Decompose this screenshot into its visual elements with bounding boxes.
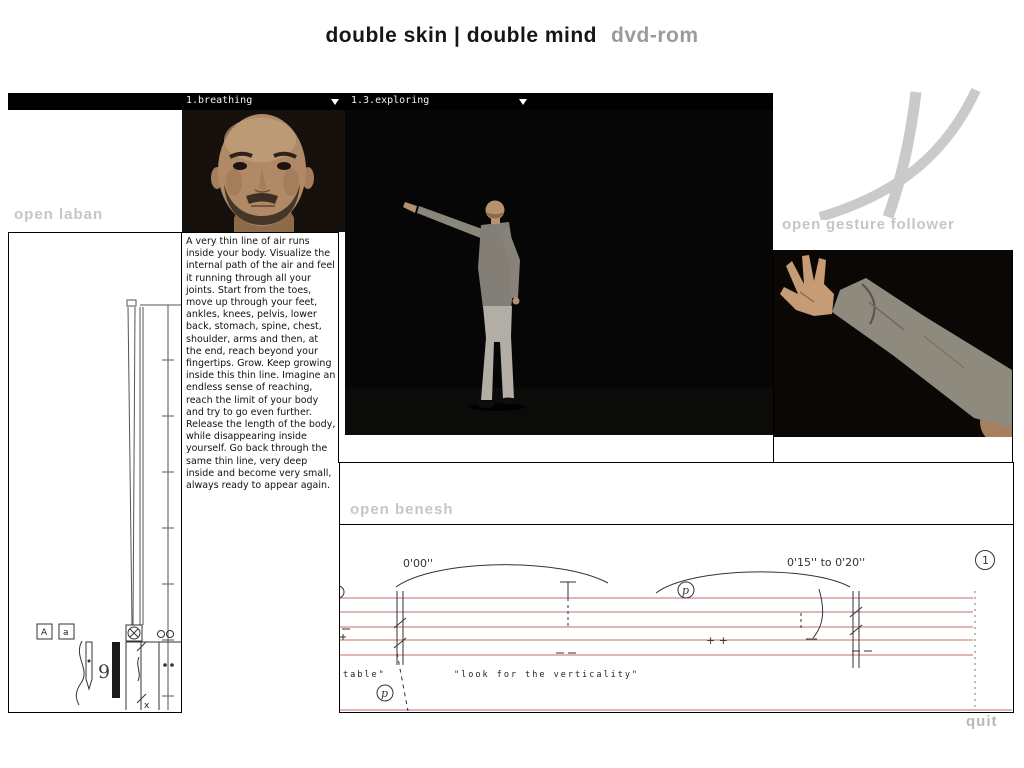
laban-score-panel [8,232,182,713]
benesh-dynamic-p-top: p [682,584,690,597]
benesh-plus-marks: + + [706,634,728,647]
benesh-score-panel [340,525,1013,712]
breathing-dropdown-arrow-icon[interactable] [331,99,339,105]
video-header-bar [8,93,773,110]
title-suffix: dvd-rom [611,24,699,47]
open-laban-button[interactable]: open laban [14,206,104,223]
breathing-dropdown[interactable]: 1.breathing [186,95,253,106]
open-benesh-button[interactable]: open benesh [350,501,454,518]
laban-x-mark: x [144,701,150,711]
face-video-frame [182,110,345,232]
benesh-caption-table: table" [343,670,386,680]
benesh-dynamic-p-bottom: p [381,687,389,700]
arm-video[interactable] [774,250,1012,437]
gesture-follower-panel [773,250,1013,463]
open-gesture-follower-button[interactable]: open gesture follower [782,216,955,233]
laban-symbol-a: a [63,628,69,638]
laban-symbol-A: A [41,628,48,638]
performance-video-frame [345,110,773,435]
laban-notation [9,233,181,712]
exercise-instructions-text: A very thin line of air runs inside your body. Visualize the internal path of the air and feel it running through all your joints. Start from the toes, move up through your feet, ankles, knees, pelvis, lower back, stomach, spine, chest, shoulder, arms and then, at the end, reach beyond your fingertips. Grow. Keep growing inside this thin line. Imagine an endless sense of reaching, reach the limit of your body and try to go even further. Release the length of the body, while disappearing inside yourself. Go back through the same thin line, very deep inside and become very small, always ready to appear again. [186,236,336,492]
title-main: double skin | double mind [325,24,598,47]
benesh-time-start: 0'00'' [403,557,434,570]
gesture-follower-logo [790,88,1014,220]
performance-video[interactable] [345,110,773,435]
exploring-dropdown[interactable]: 1.3.exploring [351,95,430,106]
exercise-instructions [182,232,339,492]
benesh-caption-verticality: "look for the verticality" [454,670,640,680]
laban-nine-glyph: 9 [98,661,111,683]
page-title [0,24,1024,48]
benesh-time-range: 0'15'' to 0'20'' [787,556,866,569]
face-video[interactable] [182,110,345,232]
quit-button[interactable]: quit [966,713,998,730]
exploring-dropdown-arrow-icon[interactable] [519,99,527,105]
benesh-page-number: 1 [982,554,989,567]
benesh-notation [340,525,1013,712]
